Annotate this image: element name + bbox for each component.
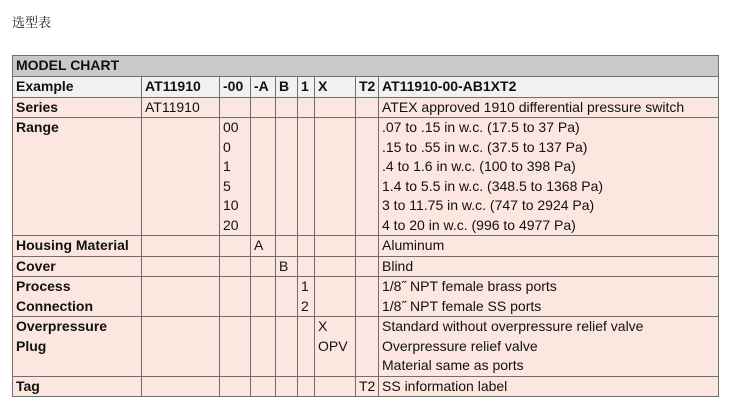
tag-row xyxy=(13,376,719,397)
example-label: Example xyxy=(13,77,142,98)
process-label-line: Process xyxy=(16,278,71,294)
housing-code: A xyxy=(251,236,276,257)
overpressure-desc: Standard without overpressure relief valve xyxy=(382,318,644,334)
series-code: AT11910 xyxy=(142,97,220,118)
example-row xyxy=(13,77,719,98)
tag-desc: SS information label xyxy=(379,376,719,397)
example-series: AT11910 xyxy=(142,77,220,98)
example-process: 1 xyxy=(298,77,315,98)
example-range: -00 xyxy=(220,77,251,98)
process-code: 2 xyxy=(301,297,309,314)
overpressure-label-line: Plug xyxy=(16,337,47,354)
process-label-line: Connection xyxy=(16,297,93,314)
overpressure-codes xyxy=(315,317,356,377)
example-model-number: AT11910-00-AB1XT2 xyxy=(379,77,719,98)
range-code: 00 xyxy=(223,119,239,135)
cover-row xyxy=(13,256,719,277)
example-housing: -A xyxy=(251,77,276,98)
process-label xyxy=(13,277,142,317)
process-descs xyxy=(379,277,719,317)
range-label: Range xyxy=(13,118,142,236)
example-cover: B xyxy=(276,77,298,98)
process-row xyxy=(13,277,719,317)
range-desc: 4 to 20 in w.c. (996 to 4977 Pa) xyxy=(382,216,576,233)
model-chart-table xyxy=(12,55,719,397)
overpressure-label-line: Overpressure xyxy=(16,318,108,334)
range-code: 5 xyxy=(223,177,231,194)
tag-label: Tag xyxy=(13,376,142,397)
range-desc: 3 to 11.75 in w.c. (747 to 2924 Pa) xyxy=(382,197,595,213)
range-code: 20 xyxy=(223,216,239,233)
range-desc: 1.4 to 5.5 in w.c. (348.5 to 1368 Pa) xyxy=(382,177,604,194)
model-chart-title: MODEL CHART xyxy=(13,56,719,77)
overpressure-label xyxy=(13,317,142,377)
range-code: 0 xyxy=(223,138,231,155)
range-codes xyxy=(220,118,251,236)
overpressure-code: X xyxy=(318,318,328,334)
page-caption: 选型表 xyxy=(12,16,52,31)
process-codes xyxy=(298,277,315,317)
series-desc: ATEX approved 1910 differential pressure switch xyxy=(379,97,719,118)
series-row xyxy=(13,97,719,118)
example-tag: T2 xyxy=(356,77,379,98)
range-desc: .15 to .55 in w.c. (37.5 to 137 Pa) xyxy=(382,138,588,155)
process-desc: 1/8˝ NPT female brass ports xyxy=(382,278,557,294)
range-desc: .07 to .15 in w.c. (17.5 to 37 Pa) xyxy=(382,119,580,135)
housing-row xyxy=(13,236,719,257)
range-code: 1 xyxy=(223,158,231,174)
overpressure-code: OPV xyxy=(318,337,348,354)
overpressure-desc: Material same as ports xyxy=(382,357,524,373)
overpressure-row xyxy=(13,317,719,377)
example-overpressure: X xyxy=(315,77,356,98)
cover-desc: Blind xyxy=(379,256,719,277)
overpressure-descs xyxy=(379,317,719,377)
header-row xyxy=(13,56,719,77)
cover-code: B xyxy=(276,256,298,277)
range-desc: .4 to 1.6 in w.c. (100 to 398 Pa) xyxy=(382,158,576,174)
tag-code: T2 xyxy=(356,376,379,397)
range-row xyxy=(13,118,719,236)
housing-desc: Aluminum xyxy=(379,236,719,257)
overpressure-desc: Overpressure relief valve xyxy=(382,337,538,354)
process-desc: 1/8˝ NPT female SS ports xyxy=(382,297,542,314)
cover-label: Cover xyxy=(13,256,142,277)
process-code: 1 xyxy=(301,278,309,294)
series-label: Series xyxy=(13,97,142,118)
range-descs xyxy=(379,118,719,236)
range-code: 10 xyxy=(223,197,239,213)
housing-label: Housing Material xyxy=(13,236,142,257)
